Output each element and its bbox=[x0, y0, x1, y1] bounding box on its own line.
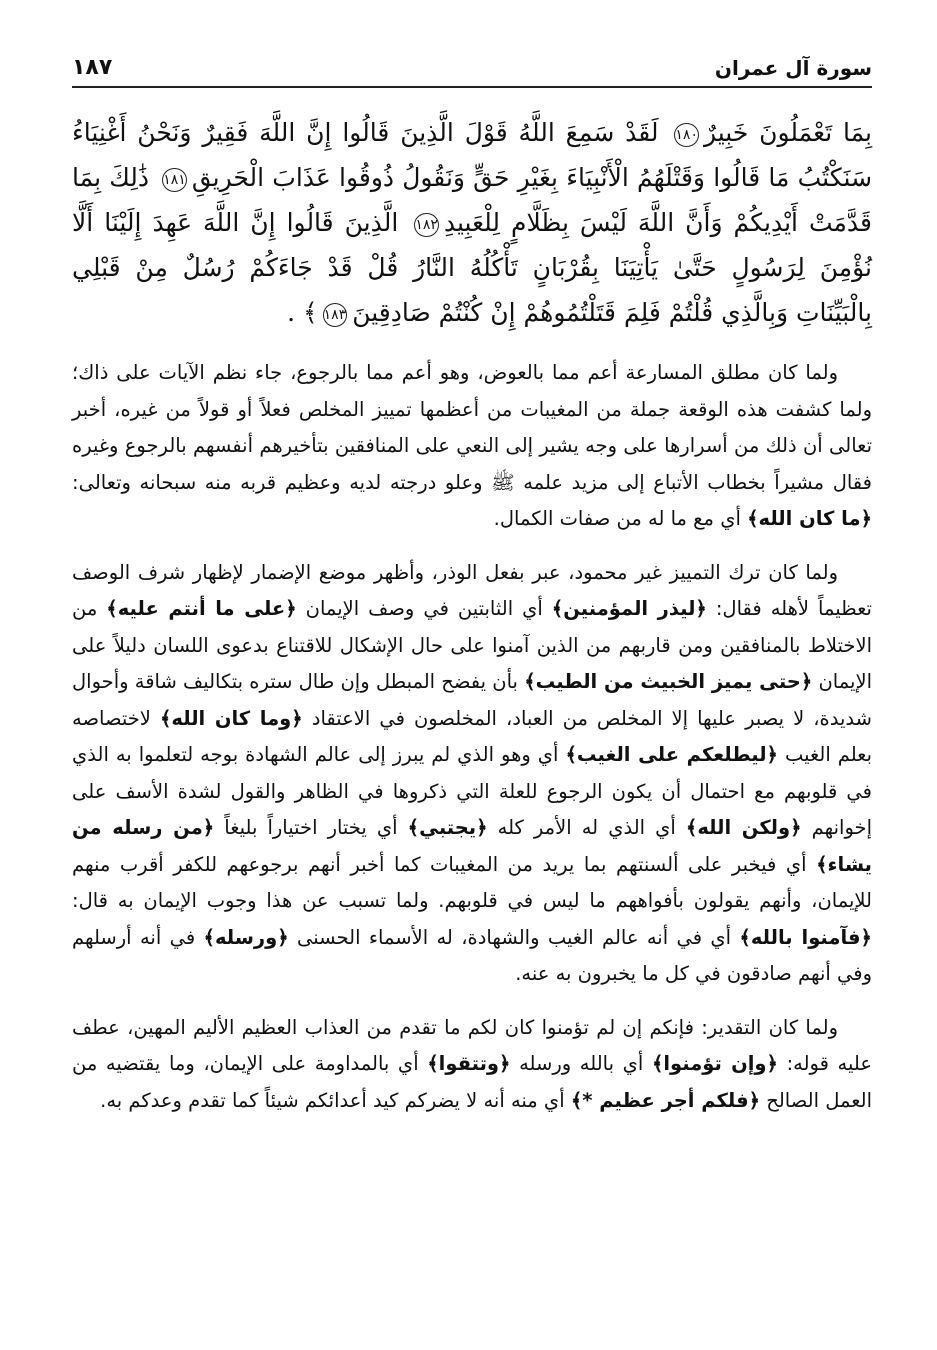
commentary-text: أي الذي له الأمر كله bbox=[497, 816, 676, 839]
quoted-verse: ﴿وتتقوا﴾ bbox=[427, 1052, 511, 1075]
verse-text: ذَٰلِكَ بِمَا قَدَّمَتْ أَيْدِيكُمْ وَأَنَّ اللَّهَ لَيْسَ بِظَلَّامٍ لِلْعَبِيدِ bbox=[72, 163, 872, 237]
quoted-verse: ﴿ليطلعكم على الغيب﴾ bbox=[565, 743, 778, 766]
quoted-verse: ﴿ولكن الله﴾ bbox=[685, 816, 802, 839]
verse-text: لَقَدْ سَمِعَ اللَّهُ قَوْلَ الَّذِينَ قَالُوا إِنَّ اللَّهَ فَقِيرٌ وَنَحْنُ أَغْنِيَاءُ سَنَكْتُبُ مَا قَالُوا وَقَتْلَهُمُ الْأَنْبِيَاءَ بِغَيْرِ حَقٍّ وَنَقُولُ ذُوقُوا عَذَابَ الْحَرِيقِ bbox=[72, 118, 873, 192]
commentary-text: أي فيخبر على ألسنتهم بما يريد من المغيبات كما أخبر أنهم برجوعهم للكفر أقرب منهم للإيمان، وأنهم يقولون بأفواههم ما ليس في قلوبهم. ولما تسبب عن هذا وجوب الإيمان به قال: bbox=[72, 852, 872, 912]
commentary-text: ولما كان ترك التمييز غير محمود، عبر بفعل الوذر، وأظهر موضع الإضمار لإظهار شرف الوصف تعظيماً لأهله فقال: bbox=[72, 560, 872, 620]
commentary-text: بأن يفضح المبطل وإن طال ستره بتكاليف شاقة وأحوال شديدة، لا يصبر عليها إلا المخلص من العباد، المخلصون في الاعتقاد bbox=[72, 670, 872, 730]
commentary-text: ولما كان مطلق المسارعة أعم مما بالعوض، وهو أعم مما بالرجوع، جاء نظم الآيات على ذاك؛ ولما كشفت هذه الوقعة جملة من المغيبات من أعظمها تمييز المخلص فعلاً أو قولاً من غيره، أخبر تعالى أن ذلك من أسرارها على وجه يشير إلى النعي على المنافقين بتأخيرهم أنفسهم بالرجوع وغيره فقال مشيراً بخطاب الأتباع إلى مزيد علمه ﷺ وعلو درجته لديه وعظيم قربه منه سبحانه وتعالى: bbox=[72, 361, 872, 494]
book-page bbox=[72, 40, 872, 1136]
page-number: ١٨٧ bbox=[72, 55, 113, 80]
verse-text: الَّذِينَ قَالُوا إِنَّ اللَّهَ عَهِدَ إِلَيْنَا أَلَّا نُؤْمِنَ لِرَسُولٍ حَتَّىٰ يَأْتِيَنَا بِقُرْبَانٍ تَأْكُلُهُ النَّارُ قُلْ قَدْ جَاءَكُمْ رُسُلٌ مِنْ قَبْلِي بِالْبَيِّنَاتِ وَبِالَّذِي قُلْتُمْ فَلِمَ قَتَلْتُمُوهُمْ إِنْ كُنْتُمْ صَادِقِينَ bbox=[72, 208, 872, 327]
ayah-number-marker: ١٨٣ bbox=[323, 303, 348, 327]
commentary-text: أي مع ما له من صفات الكمال. bbox=[493, 507, 741, 530]
commentary-text: من الاختلاط بالمنافقين ومن قاربهم من الذين آمنوا على حال الإشكال للاقتناع بدعوى اللسان دليلاً على الإيمان bbox=[72, 597, 872, 693]
verse-end-bracket: ﴾ . bbox=[287, 298, 318, 327]
quoted-verse: ﴿ما كان الله﴾ bbox=[747, 507, 872, 530]
quoted-verse: ﴿ليذر المؤمنين﴾ bbox=[551, 597, 707, 620]
quoted-verse: ﴿من رسله من يشاء﴾ bbox=[72, 816, 873, 876]
commentary-text: أي في أنه عالم الغيب والشهادة، له الأسماء الحسنى bbox=[297, 925, 732, 949]
commentary-text: أي بالمداومة على الإيمان، وما يقتضيه من العمل الصالح bbox=[72, 1052, 872, 1112]
ayah-number-marker: ١٨١ bbox=[162, 168, 187, 192]
commentary-paragraph bbox=[72, 355, 872, 538]
quoted-verse: ﴿حتى يميز الخبيث من الطيب﴾ bbox=[524, 670, 813, 693]
surah-title: سورة آل عمران bbox=[714, 56, 872, 80]
commentary-paragraph bbox=[72, 555, 872, 993]
ayah-number-marker: ١٨٢ bbox=[414, 213, 439, 237]
commentary-text: لاختصاصه بعلم الغيب bbox=[72, 706, 873, 766]
ayah-number-marker: ١٨٠ bbox=[674, 123, 699, 147]
commentary-text: أي منه أنه لا يضركم كيد أعدائكم شيئاً كما تقدم وعدكم به. bbox=[100, 1088, 565, 1112]
quoted-verse: ﴿ورسله﴾ bbox=[203, 925, 289, 949]
quoted-verse: ﴿وإن تؤمنوا﴾ bbox=[651, 1052, 778, 1075]
quoted-verse: ﴿يجتبي﴾ bbox=[407, 816, 488, 839]
quoted-verse: ﴿فآمنوا بالله﴾ bbox=[739, 925, 872, 949]
commentary-text: أي الثابتين في وصف الإيمان bbox=[305, 597, 543, 620]
quoted-verse: ﴿على ما أنتم عليه﴾ bbox=[106, 597, 297, 620]
commentary-text: ولما كان التقدير: فإنكم إن لم تؤمنوا كان لكم ما تقدم من العذاب العظيم الأليم المهين، عطف عليه قوله: bbox=[72, 1015, 872, 1075]
commentary-text: في أنه أرسلهم وفي أنهم صادقون في كل ما يخبرون به عنه. bbox=[72, 925, 872, 985]
quoted-verse: ﴿وما كان الله﴾ bbox=[159, 706, 303, 730]
page-header bbox=[72, 40, 872, 88]
quran-verses bbox=[72, 110, 872, 335]
commentary bbox=[72, 355, 872, 1119]
verse-text: بِمَا تَعْمَلُونَ خَبِيرٌ bbox=[703, 118, 873, 147]
commentary-text: أي بالله ورسله bbox=[519, 1052, 644, 1075]
commentary-text: أي وهو الذي لم يبرز إلى عالم الشهادة بوجه لتعلموا به الذي في قلوبهم مع احتمال أن يكون الرجوع للعلة التي ذكروها في الظاهر والقول لشدة الأسف على إخوانهم bbox=[72, 743, 872, 839]
commentary-text: أي يختار اختياراً بليغاً bbox=[224, 816, 398, 839]
quoted-verse: ﴿فلكم أجر عظيم *﴾ bbox=[570, 1088, 761, 1112]
commentary-paragraph bbox=[72, 1010, 872, 1120]
